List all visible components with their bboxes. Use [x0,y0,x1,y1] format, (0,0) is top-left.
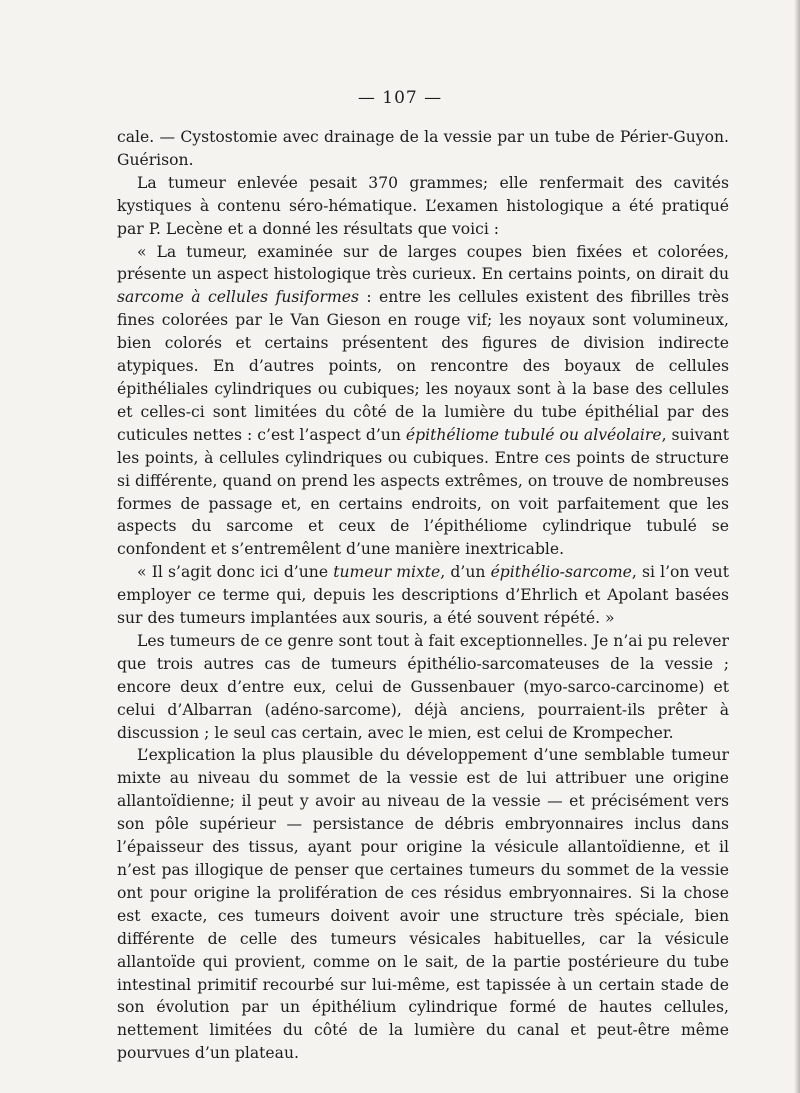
text-run: Les tumeurs de ce genre sont tout à fait exceptionnelles. Je n’ai pu relever que trois autres cas de tumeurs épithélio-sarcomateuses de la vessie ; encore deux d’entre eux, celui de Gussenbauer (myo-sarco-carcinome) et celui d’Albarran (adéno-sarcome), déjà anciens, pourraient-ils prêter à discussion ; le seul cas certain, avec le mien, est celui de Krompecher. [117,631,729,742]
italic-term: épithélio-sarcome [490,563,632,582]
body-text [117,126,729,1065]
text-run: , si l’on veut employer ce terme qui, depuis les descriptions d’Ehrlich et Apolant basées sur des tumeurs implantées aux souris, a été souvent répété. » [117,563,729,628]
italic-term: sarcome à cellules fusiformes [117,288,359,307]
text-run: , d’un [440,563,491,582]
text-run: : entre les cellules existent des fibrilles très fines colorées par le Van Gieson en rouge vif; les noyaux sont volumineux, bien colorés et certains présentent des figures de division indirecte atypiques. En d’autres points, on rencontre des boyaux de cellules épithéliales cylindriques ou cubiques; les noyaux sont à la base des cellules et celles-ci sont limitées du côté de la lumière du tube épithélial par des cuticules nettes : c’est l’aspect d’un [117,288,729,444]
text-run: « La tumeur, examinée sur de larges coupes bien fixées et colorées, présente un aspect histologique très curieux. En certains points, on dirait du [117,242,729,284]
paragraph-quote [117,241,729,562]
paragraph [117,630,729,745]
italic-term: tumeur mixte [333,563,441,582]
paragraph [117,744,729,1065]
text-run: « Il s’agit donc ici d’une [137,563,334,582]
italic-term: épithéliome tubulé ou alvéolaire [405,425,662,444]
page-edge-shadow [794,0,800,1093]
paragraph [117,126,729,172]
paragraph [117,172,729,241]
text-run: L’explication la plus plausible du développement d’une semblable tumeur mixte au niveau du sommet de la vessie est de lui attribuer une origine allantoïdienne; il peut y avoir au niveau de la vessie — et précisément vers son pôle supérieur — persistance de débris embryonnaires inclus dans l’épaisseur des tissus, ayant pour origine la vésicule allantoïdienne, et il n’est pas illogique de penser que certaines tumeurs du sommet de la vessie ont pour origine la prolifération de ces résidus embryonnaires. Si la chose est exacte, ces tumeurs doivent avoir une structure très spéciale, bien différente de celle des tumeurs vésicales habituelles, car la vésicule allantoïde qui provient, comme on le sait, de la partie postérieure du tube intestinal primitif recourbé sur lui-même, est tapissée à un certain stade de son évolution par un épithélium cylindrique formé de hautes cellules, nettement limitées du côté de la lumière du canal et peut-être même pourvues d’un plateau. [117,746,729,1063]
paragraph-quote [117,561,729,630]
text-run: La tumeur enlevée pesait 370 grammes; elle renfermait des cavités kystiques à contenu séro-hématique. L’examen histologique a été pratiqué par P. Lecène et a donné les résultats que voici : [117,173,729,238]
text-run: cale. — Cystostomie avec drainage de la vessie par un tube de Périer-Guyon. Guérison. [117,128,729,169]
page-number: — 107 — [357,88,443,108]
text-run: , suivant les points, à cellules cylindriques ou cubiques. Entre ces points de structure si différente, quand on prend les aspects extrêmes, on trouve de nombreuses formes de passage et, en certains endroits, on voit parfaitement que les aspects du sarcome et ceux de l’épithéliome cylindrique tubulé se confondent et s’entremêlent d’une manière inextricable. [117,425,729,559]
